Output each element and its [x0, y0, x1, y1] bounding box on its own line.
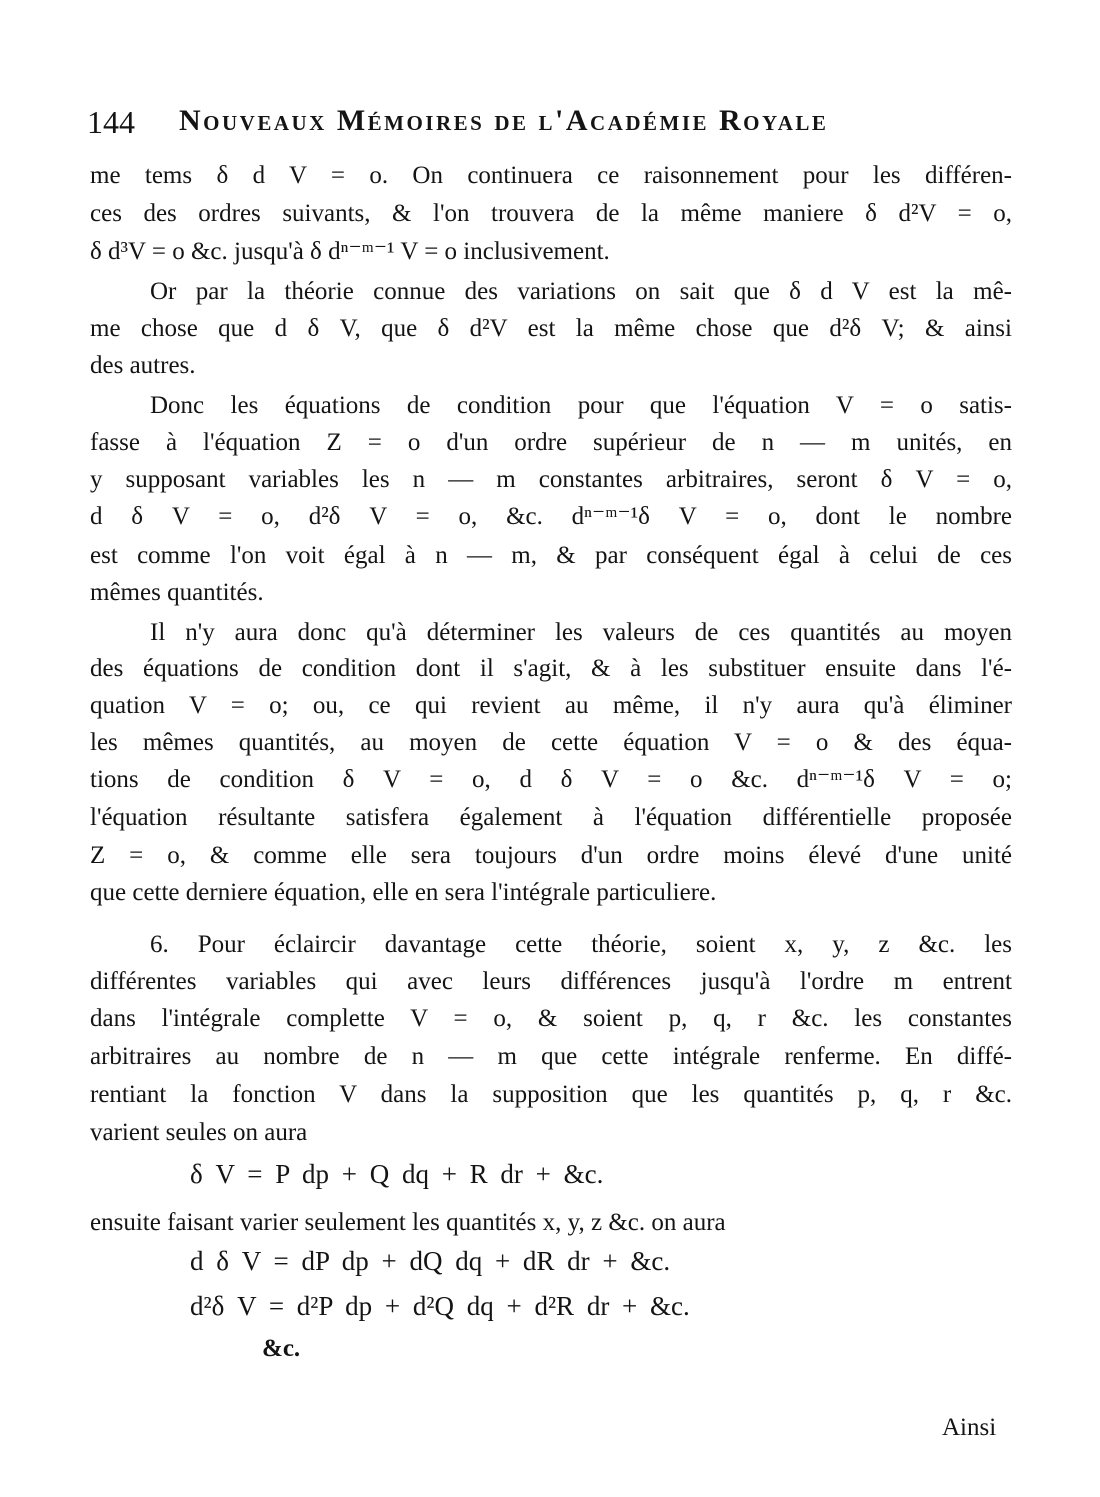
- equation-line: d δ V = dP dp + dQ dq + dR dr + &c.: [190, 1246, 671, 1276]
- text-line: rentiant la fonction V dans la supposition que les quantités p, q, r &c.: [90, 1081, 1012, 1108]
- text-line: varient seules on aura: [90, 1119, 308, 1146]
- text-line: des autres.: [90, 352, 196, 379]
- text-line: d δ V = o, d²δ V = o, &c. dⁿ⁻ᵐ⁻¹δ V = o, dont le nombre: [90, 503, 1012, 530]
- text-line: Donc les équations de condition pour que l'équation V = o satis-: [150, 392, 1012, 419]
- catchword: Ainsi: [942, 1414, 997, 1441]
- text-line: l'équation résultante satisfera également à l'équation différentielle proposée: [90, 804, 1012, 831]
- text-line: est comme l'on voit égal à n — m, & par conséquent égal à celui de ces: [90, 542, 1012, 569]
- text-line: mêmes quantités.: [90, 579, 264, 606]
- text-line: y supposant variables les n — m constantes arbitraires, seront δ V = o,: [90, 466, 1012, 493]
- text-line: des équations de condition dont il s'agit, & à les substituer ensuite dans l'é-: [90, 655, 1012, 682]
- text-line: 6. Pour éclaircir davantage cette théorie, soient x, y, z &c. les: [150, 931, 1012, 958]
- text-line: Il n'y aura donc qu'à déterminer les valeurs de ces quantités au moyen: [150, 619, 1012, 646]
- text-line: Z = o, & comme elle sera toujours d'un ordre moins élevé d'une unité: [90, 842, 1012, 869]
- text-line: ensuite faisant varier seulement les quantités x, y, z &c. on aura: [90, 1209, 726, 1236]
- equation-line: δ V = P dp + Q dq + R dr + &c.: [190, 1159, 604, 1189]
- text-line: fasse à l'équation Z = o d'un ordre supérieur de n — m unités, en: [90, 429, 1012, 456]
- text-line: me chose que d δ V, que δ d²V est la même chose que d²δ V; & ainsi: [90, 315, 1012, 342]
- text-line: Or par la théorie connue des variations on sait que δ d V est la mê-: [150, 278, 1012, 305]
- text-line: les mêmes quantités, au moyen de cette équation V = o & des équa-: [90, 729, 1012, 756]
- text-line: tions de condition δ V = o, d δ V = o &c. dⁿ⁻ᵐ⁻¹δ V = o;: [90, 766, 1012, 793]
- page-number: 144: [87, 104, 135, 140]
- text-line: dans l'intégrale complette V = o, & soient p, q, r &c. les constantes: [90, 1005, 1012, 1032]
- running-title: Nouveaux Mémoires de l'Académie Royale: [179, 104, 829, 137]
- page-header: [87, 104, 1017, 144]
- etc-line: &c.: [262, 1335, 301, 1362]
- text-line: δ d³V = o &c. jusqu'à δ dⁿ⁻ᵐ⁻¹ V = o inclusivement.: [90, 238, 610, 265]
- text-line: me tems δ d V = o. On continuera ce raisonnement pour les différen-: [90, 162, 1012, 189]
- text-line: différentes variables qui avec leurs différences jusqu'à l'ordre m entrent: [90, 968, 1012, 995]
- text-line: que cette derniere équation, elle en sera l'intégrale particuliere.: [90, 879, 717, 906]
- text-line: quation V = o; ou, ce qui revient au même, il n'y aura qu'à éliminer: [90, 692, 1012, 719]
- equation-line: d²δ V = d²P dp + d²Q dq + d²R dr + &c.: [190, 1291, 690, 1321]
- text-line: arbitraires au nombre de n — m que cette intégrale renferme. En diffé-: [90, 1043, 1012, 1070]
- text-line: ces des ordres suivants, & l'on trouvera de la même maniere δ d²V = o,: [90, 200, 1012, 227]
